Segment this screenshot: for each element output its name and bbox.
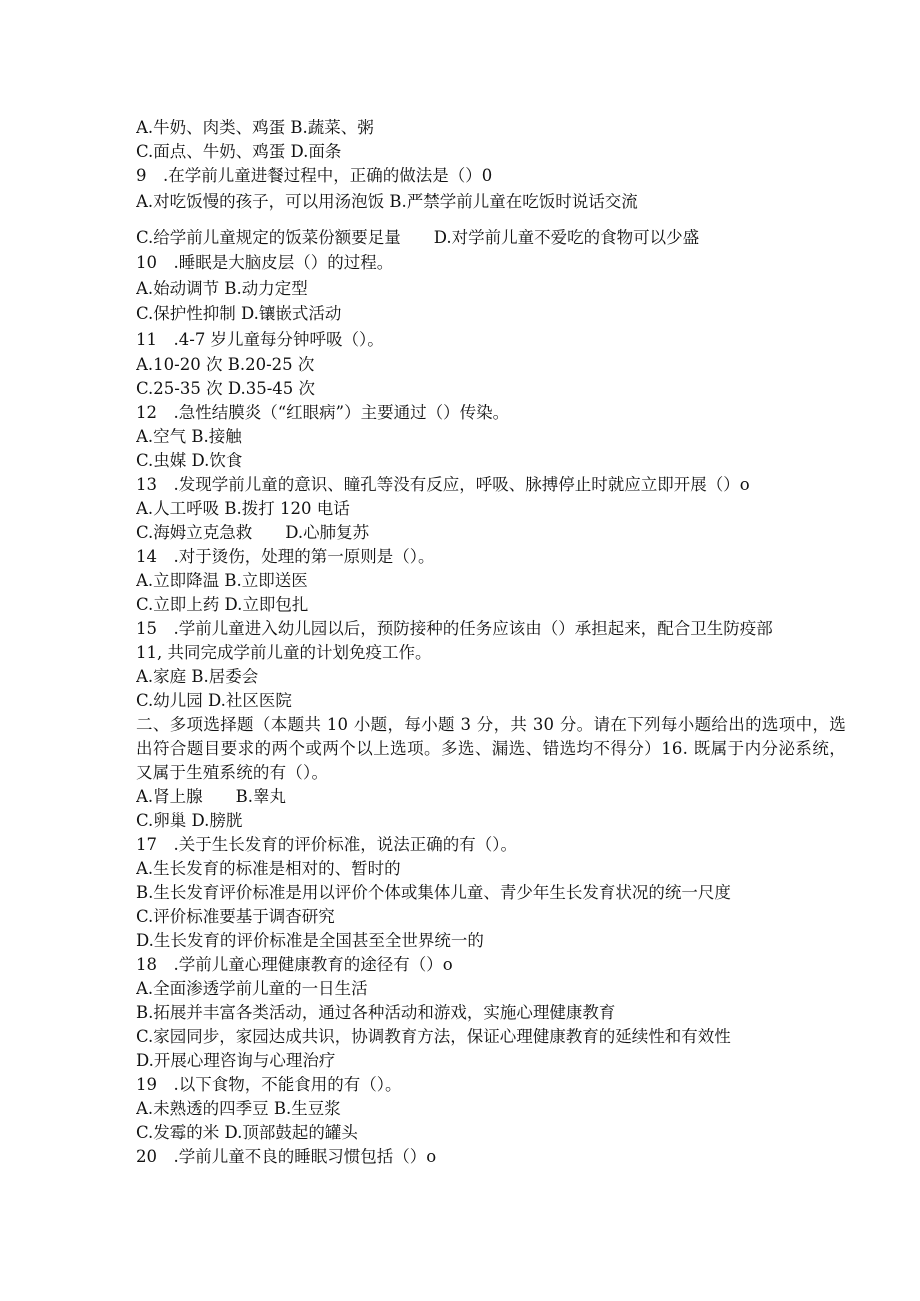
option-line: A.生长发育的标准是相对的、暂时的 bbox=[136, 859, 401, 878]
question-line: 14 .对于烫伤，处理的第一原则是（）。 bbox=[136, 547, 435, 566]
option-line: A.全面渗透学前儿童的一日生活 bbox=[136, 979, 368, 998]
option-line: B.拓展并丰富各类活动，通过各种活动和游戏，实施心理健康教育 bbox=[136, 1003, 616, 1022]
question-line: 12 .急性结膜炎（“红眼病”）主要通过（）传染。 bbox=[136, 403, 510, 422]
option-line: A.未熟透的四季豆 B.生豆浆 bbox=[136, 1099, 341, 1118]
option-line: C.虫媒 D.饮食 bbox=[136, 451, 243, 470]
option-line: A.10-20 次 B.20-25 次 bbox=[136, 355, 315, 374]
option-line: A.肾上腺 B.睾丸 bbox=[136, 787, 287, 806]
question-line: 20 .学前儿童不良的睡眠习惯包括（）o bbox=[136, 1147, 437, 1166]
option-line: D.生长发育的评价标准是全国甚至全世界统一的 bbox=[136, 931, 484, 950]
document-page bbox=[136, 116, 846, 1169]
option-line: A.空气 B.接触 bbox=[136, 427, 242, 446]
option-line: D.开展心理咨询与心理治疗 bbox=[136, 1051, 336, 1070]
option-line: A.对吃饭慢的孩子，可以用汤泡饭 B.严禁学前儿童在吃饭时说话交流 bbox=[136, 192, 638, 211]
option-line: C.保护性抑制 D.镶嵌式活动 bbox=[136, 304, 342, 323]
option-line: B.生长发育评价标准是用以评价个体或集体儿童、青少年生长发育状况的统一尺度 bbox=[136, 883, 731, 902]
section-heading-multiple-choice: 二、多项选择题（本题共 10 小题，每小题 3 分，共 30 分。请在下列每小题给出的选项中，选出符合题目要求的两个或两个以上选项。多选、漏选、错选均不得分）16. 既属于内分泌系统，又属于生殖系统的有（）。 bbox=[136, 715, 846, 782]
question-line: 18 .学前儿童心理健康教育的途径有（）o bbox=[136, 955, 453, 974]
option-line: A.家庭 B.居委会 bbox=[136, 667, 259, 686]
option-line: C.评价标准要基于调杳研究 bbox=[136, 907, 335, 926]
question-line: 13 .发现学前儿童的意识、瞳孔等没有反应，呼吸、脉搏停止时就应立即开展（）o bbox=[136, 475, 750, 494]
question-line: 19 .以下食物，不能食用的有（）。 bbox=[136, 1075, 402, 1094]
option-line: A.始动调节 B.动力定型 bbox=[136, 279, 308, 298]
option-line: C.面点、牛奶、鸡蛋 D.面条 bbox=[136, 142, 342, 161]
option-line: C.给学前儿童规定的饭菜份额要足量 D.对学前儿童不爱吃的食物可以少盛 bbox=[136, 228, 700, 247]
option-line: A.人工呼吸 B.拨打 120 电话 bbox=[136, 499, 350, 518]
option-line: A.牛奶、肉类、鸡蛋 B.蔬菜、粥 bbox=[136, 118, 374, 137]
question-line: 17 .关于生长发育的评价标准，说法正确的有（）。 bbox=[136, 835, 517, 854]
option-line: A.立即降温 B.立即送医 bbox=[136, 571, 308, 590]
option-line: C.幼儿园 D.社区医院 bbox=[136, 691, 292, 710]
option-line: C.发霉的米 D.顶部鼓起的罐头 bbox=[136, 1123, 358, 1142]
question-line: 10 .睡眠是大脑皮层（）的过程。 bbox=[136, 253, 394, 272]
option-line: C.卵巢 D.膀胱 bbox=[136, 811, 243, 830]
question-line: 9 .在学前儿童进餐过程中，正确的做法是（）0 bbox=[136, 166, 493, 185]
question-line: 11, 共同完成学前儿童的计划免疫工作。 bbox=[136, 643, 432, 662]
question-line: 11 .4-7 岁儿童每分钟呼吸（）。 bbox=[136, 330, 384, 349]
question-line: 15 .学前儿童进入幼儿园以后，预防接种的任务应该由（）承担起来，配合卫生防疫部 bbox=[136, 619, 773, 638]
option-line: C.海姆立克急救 D.心肺复苏 bbox=[136, 523, 370, 542]
option-line: C.家园同步，家园达成共识，协调教育方法，保证心理健康教育的延续性和有效性 bbox=[136, 1027, 731, 1046]
option-line: C.25-35 次 D.35-45 次 bbox=[136, 379, 316, 398]
option-line: C.立即上药 D.立即包扎 bbox=[136, 595, 309, 614]
